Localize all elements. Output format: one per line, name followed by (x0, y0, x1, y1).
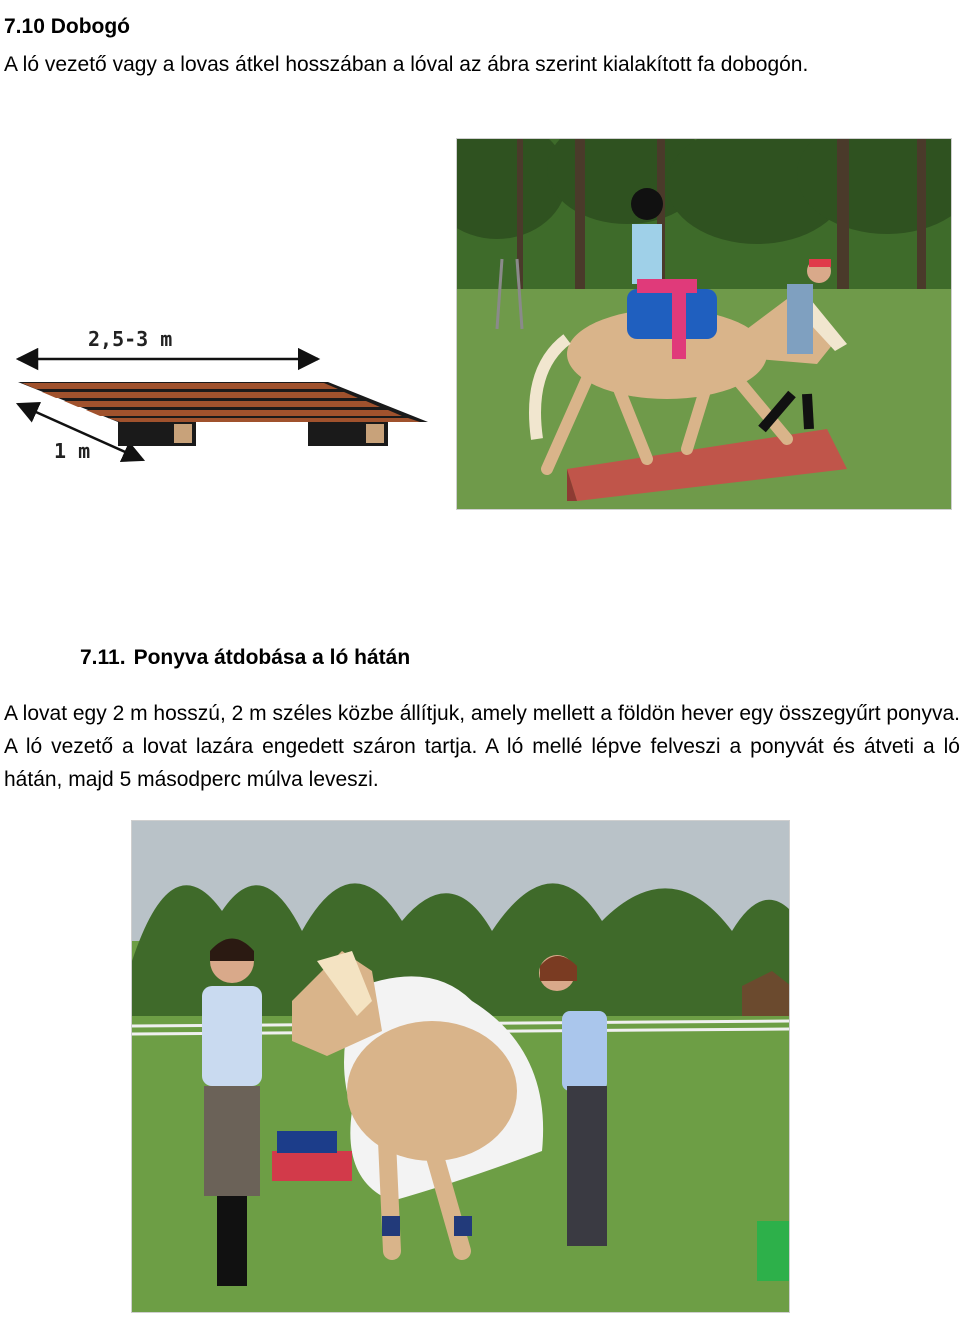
tarp-over-horse-photo (131, 820, 790, 1313)
photo-tarp-over-horse-icon (132, 821, 790, 1313)
subsection-heading (80, 644, 410, 672)
section-title: 7.10 Dobogó (4, 15, 131, 39)
length-label: 2,5-3 m (88, 327, 173, 351)
platform-diagram (8, 320, 438, 470)
horse-on-platform-photo (456, 138, 952, 510)
subsection-number: 7.11. (80, 646, 126, 669)
subsection-paragraph: A lovat egy 2 m hosszú, 2 m széles közbe állítjuk, amely mellett a földön hever egy összegyűrt ponyva. A ló vezető a lovat lazára engedett száron tartja. A ló mellé lépve felveszi a ponyvát és átveti a ló hátán, majd 5 másodperc múlva leveszi. (4, 702, 960, 791)
width-label: 1 m (54, 439, 91, 463)
section-paragraph: A ló vezető vagy a lovas átkel hosszában a lóval az ábra szerint kialakított fa dobogón. (4, 53, 809, 76)
photo-horse-on-platform-icon (457, 139, 952, 510)
platform-drawing (18, 382, 428, 446)
subsection-title: Ponyva átdobása a ló hátán (133, 646, 411, 669)
